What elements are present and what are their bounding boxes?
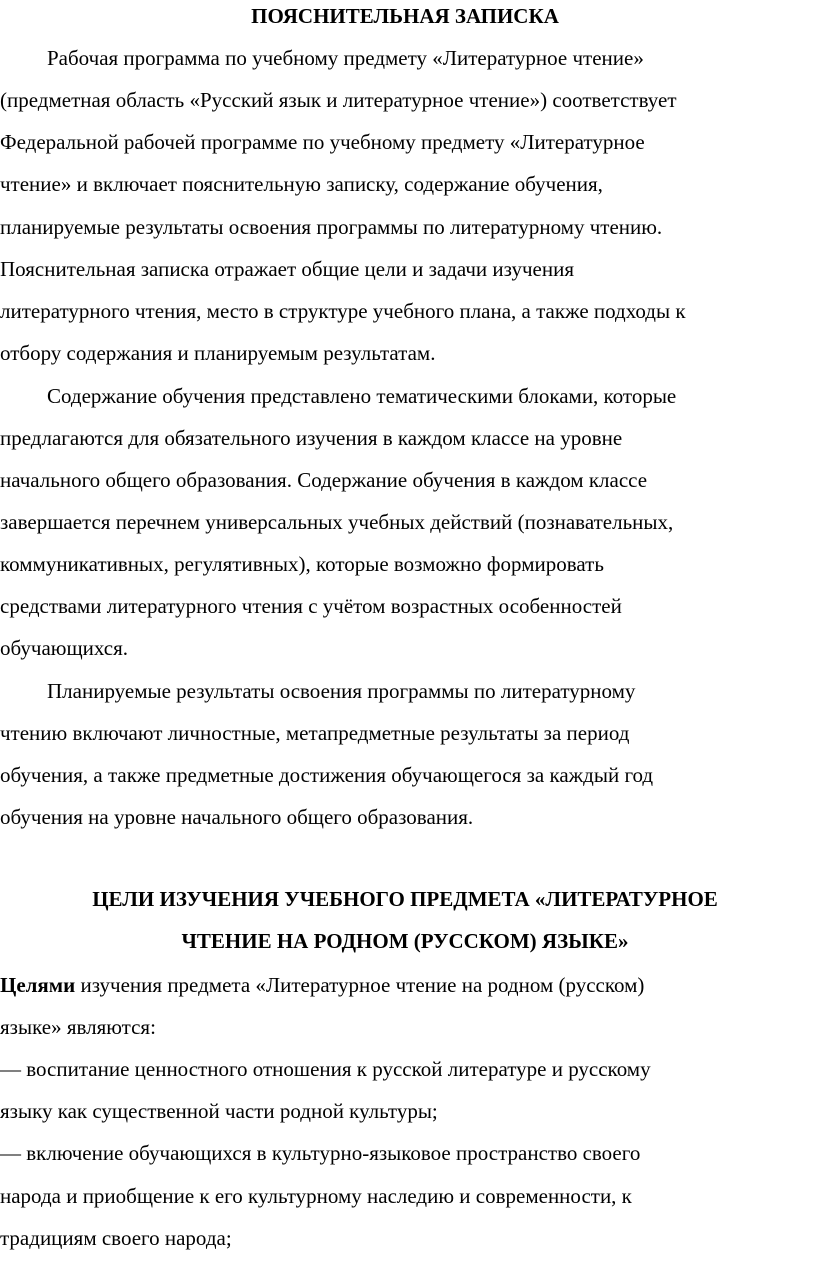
text-line: Рабочая программа по учебному предмету «Литературное чтение» — [47, 46, 644, 70]
text-line: чтение» и включает пояснительную записку, содержание обучения, — [0, 172, 603, 196]
text-line: обучения, а также предметные достижения обучающегося за каждый год — [0, 763, 654, 787]
text-line: предлагаются для обязательного изучения в каждом классе на уровне — [0, 426, 623, 450]
text-line: Федеральной рабочей программе по учебному предмету «Литературное — [0, 130, 645, 154]
text-line: народа и приобщение к его культурному наследию и современности, к — [0, 1184, 632, 1208]
text-line: обучения на уровне начального общего образования. — [0, 805, 474, 829]
text-line: языке» являются: — [0, 1015, 156, 1039]
text-line: отбору содержания и планируемым результатам. — [0, 341, 436, 365]
text-line: коммуникативных, регулятивных), которые возможно формировать — [0, 552, 604, 576]
text-line: — включение обучающихся в культурно-языковое пространство своего — [0, 1141, 641, 1165]
text-line: обучающихся. — [0, 636, 128, 660]
text-line: (предметная область «Русский язык и литературное чтение») соответствует — [0, 88, 677, 112]
section-title-goals-line2: ЧТЕНИЕ НА РОДНОМ (РУССКОМ) ЯЗЫКЕ» — [181, 929, 629, 953]
section-title-explanatory-note: ПОЯСНИТЕЛЬНАЯ ЗАПИСКА — [251, 4, 559, 28]
text-line: планируемые результаты освоения программы по литературному чтению. — [0, 215, 663, 239]
text-line: языку как существенной части родной культуры; — [0, 1099, 438, 1123]
text-line: литературного чтения, место в структуре учебного плана, а также подходы к — [0, 299, 686, 323]
text-line: Пояснительная записка отражает общие цели и задачи изучения — [0, 257, 575, 281]
text-line — [0, 972, 816, 998]
text-line: традициям своего народа; — [0, 1226, 232, 1250]
text-line: завершается перечнем универсальных учебных действий (познавательных, — [0, 510, 674, 534]
text-line: — воспитание ценностного отношения к русской литературе и русскому — [0, 1057, 651, 1081]
text-line: начального общего образования. Содержание обучения в каждом классе — [0, 468, 648, 492]
text-line: чтению включают личностные, метапредметные результаты за период — [0, 721, 630, 745]
text-line: Содержание обучения представлено тематическими блоками, которые — [47, 384, 677, 408]
text-line: Планируемые результаты освоения программы по литературному — [47, 679, 636, 703]
section-title-goals-line1: ЦЕЛИ ИЗУЧЕНИЯ УЧЕБНОГО ПРЕДМЕТА «ЛИТЕРАТУРНОЕ — [92, 887, 718, 911]
goals-bold-word: Целями — [0, 973, 76, 997]
text-line: средствами литературного чтения с учётом возрастных особенностей — [0, 594, 622, 618]
goals-text: изучения предмета «Литературное чтение на родном (русском) — [75, 973, 645, 997]
